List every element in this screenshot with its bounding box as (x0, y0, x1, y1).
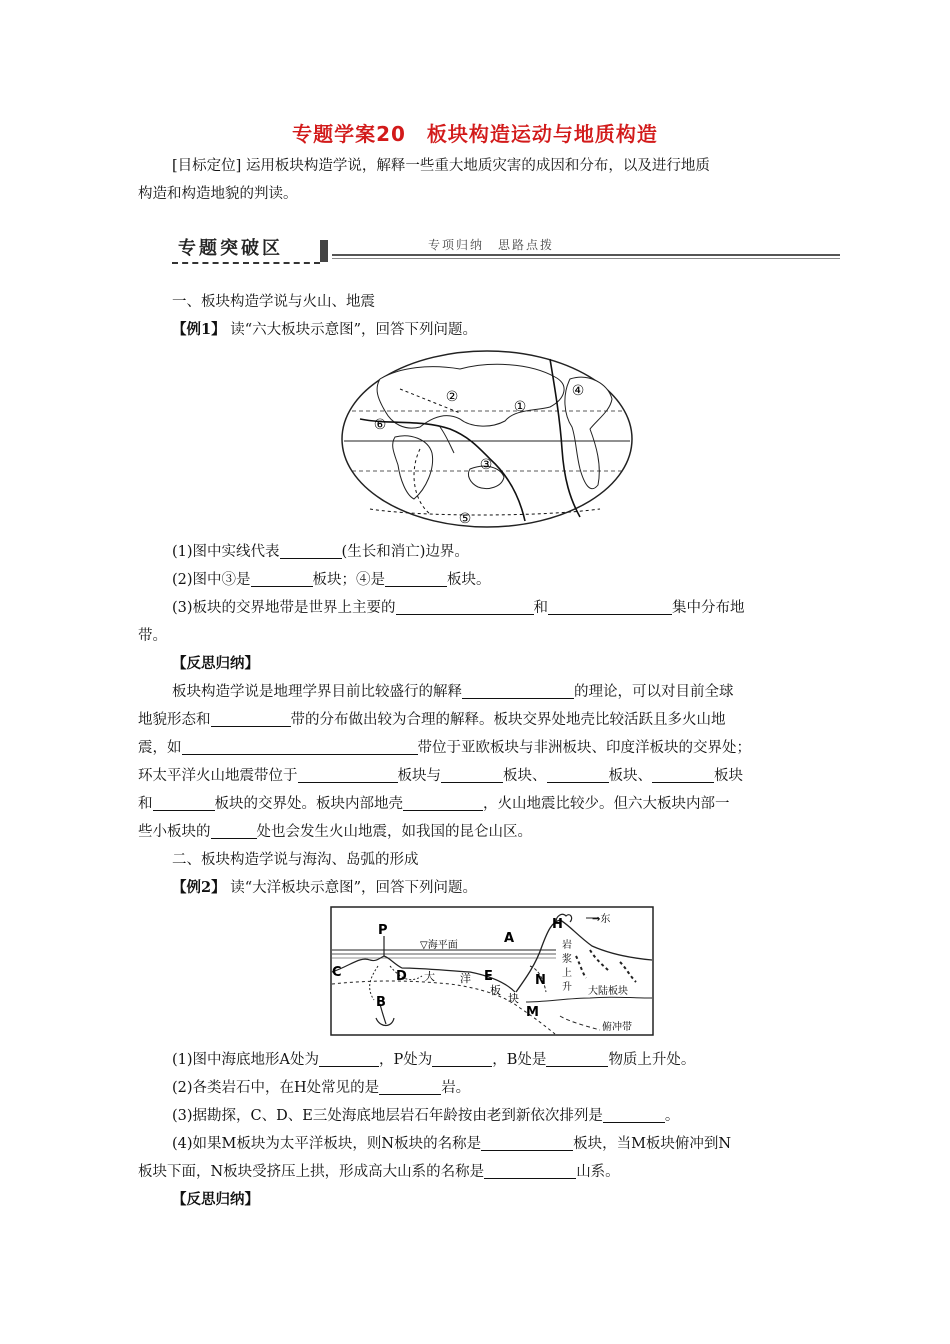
ex1-q3-text3: 集中分布地 (672, 600, 745, 616)
ex1-q1-text2: (生长和消亡)边界。 (341, 544, 469, 560)
ex1-q1-text: (1)图中实线代表 (172, 544, 280, 560)
reflect1-line5 (138, 790, 730, 818)
section2-heading: 二、板块构造学说与海沟、岛弧的形成 (172, 852, 419, 868)
ex2-q4-text3: 板块下面，N板块受挤压上拱，形成高大山系的名称是 (138, 1164, 485, 1180)
goal-line-2: 构造和构造地貌的判读。 (138, 186, 298, 202)
diagram-label-n: N (535, 973, 546, 988)
diagram-label-east: →东 (592, 914, 611, 925)
ex2-q3-text2: 。 (664, 1108, 680, 1124)
r3-text2: 带位于亚欧板块与非洲板块、印度洋板块的交界处； (417, 740, 751, 756)
diagram-ocean-2: 洋 (460, 972, 471, 985)
ex1-q2-text3: 板块。 (447, 572, 491, 588)
diagram-label-e: E (484, 969, 493, 984)
goal-line-1 (172, 152, 710, 180)
r4-blank2[interactable] (441, 765, 503, 783)
band-line (332, 254, 840, 256)
r2-blank[interactable] (211, 709, 291, 727)
example1-label: 【例1】 (172, 321, 226, 338)
example2-prompt: 读“大洋板块示意图”，回答下列问题。 (230, 880, 478, 896)
diagram-label-p: P (378, 923, 388, 938)
r4-text2: 板块与 (397, 768, 441, 784)
r4-text: 环太平洋火山地震带位于 (138, 768, 298, 784)
ex2-q4-blank1[interactable] (481, 1133, 573, 1151)
ex2-q4-blank2[interactable] (484, 1161, 576, 1179)
diagram-ocean-4: 块 (508, 992, 519, 1005)
ex2-q3-text: (3)据勘探，C、D、E三处海底地层岩石年龄按由老到新依次排列是 (172, 1108, 603, 1124)
r4-blank4[interactable] (652, 765, 714, 783)
example1-prompt: 读“六大板块示意图”，回答下列问题。 (230, 322, 478, 338)
map-label-2: ② (445, 389, 459, 405)
ex2-q2-text2: 岩。 (441, 1080, 471, 1096)
r2-text: 地貌形态和 (138, 712, 211, 728)
map-label-3: ③ (479, 457, 493, 473)
diagram-label-h: H (552, 917, 563, 932)
r5-blank2[interactable] (403, 793, 483, 811)
r5-text3: ，火山地震比较少。但六大板块内部一 (483, 796, 730, 812)
r3-text: 震，如 (138, 740, 182, 756)
r6-text2: 处也会发生火山地震，如我国的昆仑山区。 (256, 824, 532, 840)
r2-text2: 带的分布做出较为合理的解释。板块交界处地壳比较活跃且多火山地 (290, 712, 726, 728)
ex2-q1-text: (1)图中海底地形A处为 (172, 1052, 320, 1068)
ex2-q1-text2: ，P处为 (379, 1052, 433, 1068)
ex1-q3-text: (3)板块的交界地带是世界上主要的 (172, 600, 396, 616)
goal-text-1: 运用板块构造学说，解释一些重大地质灾害的成因和分布，以及进行地质 (245, 158, 710, 174)
diagram-label-c: C (332, 965, 342, 980)
r6-text: 些小板块的 (138, 824, 211, 840)
r4-text3: 板块、 (503, 768, 547, 784)
reflect1-line2 (138, 706, 726, 734)
map-label-4: ④ (571, 383, 585, 399)
ex2-q1-blank1[interactable] (319, 1049, 379, 1067)
diagram-magma-1: 岩 (562, 940, 572, 951)
ex2-q4-text2: 板块，当M板块俯冲到N (573, 1136, 732, 1152)
r1-text2: 的理论，可以对目前全球 (574, 684, 734, 700)
reflect1-line4 (138, 762, 743, 790)
map-label-5: ⑤ (458, 511, 472, 527)
ex2-q4 (172, 1130, 731, 1158)
ex1-q3-text2: 和 (533, 600, 549, 616)
reflect1-line1 (172, 678, 734, 706)
map-label-1: ① (513, 399, 527, 415)
r4-text5: 板块 (714, 768, 743, 784)
r1-text: 板块构造学说是地理学界目前比较盛行的解释 (172, 684, 462, 700)
ex2-q1-text3: ，B处是 (492, 1052, 547, 1068)
diagram-magma-3: 上 (562, 968, 572, 979)
example2-line (172, 874, 477, 902)
ex2-q4-text4: 山系。 (576, 1164, 620, 1180)
plates-world-map (340, 349, 635, 529)
section-band (172, 236, 840, 266)
ex1-q2 (172, 566, 491, 594)
diagram-label-m: M (526, 1005, 539, 1020)
ocean-plate-diagram (330, 906, 654, 1036)
page-title: 专题学案20 板块构造运动与地质构造 (292, 122, 658, 146)
example2-label: 【例2】 (172, 879, 226, 896)
diagram-magma-2: 浆 (562, 954, 572, 965)
reflect1-line6 (138, 818, 532, 846)
reflect2-label: 【反思归纳】 (172, 1191, 259, 1208)
ex2-q1 (172, 1046, 695, 1074)
diagram-sea-level: ▽海平面 (420, 940, 458, 951)
ex2-q4-cont (138, 1158, 620, 1186)
ex2-q1-blank3[interactable] (546, 1049, 608, 1067)
ex1-q2-blank2[interactable] (385, 569, 447, 587)
ex1-q1-blank[interactable] (280, 541, 342, 559)
diagram-ocean-1: 大 (424, 970, 435, 983)
diagram-subduction: 俯冲带 (602, 1022, 632, 1033)
band-tag: 专题突破区 (172, 236, 320, 264)
r5-blank1[interactable] (153, 793, 215, 811)
ex2-q3 (172, 1102, 679, 1130)
r3-blank[interactable] (182, 737, 418, 755)
ex2-q1-blank2[interactable] (432, 1049, 492, 1067)
diagram-continent-plate: 大陆板块 (588, 986, 628, 997)
diagram-label-d: D (396, 969, 407, 984)
r4-blank1[interactable] (298, 765, 398, 783)
ex1-q2-text2: 板块；④是 (312, 572, 386, 588)
diagram-label-a: A (504, 931, 515, 946)
ex1-q2-text: (2)图中③是 (172, 572, 251, 588)
ex1-q2-blank1[interactable] (251, 569, 313, 587)
reflect1-line3 (138, 734, 751, 762)
ex2-q2 (172, 1074, 470, 1102)
ex2-q3-blank[interactable] (603, 1105, 665, 1123)
goal-label: [目标定位] (172, 158, 242, 174)
section1-heading: 一、板块构造学说与火山、地震 (172, 294, 375, 310)
band-bar (320, 240, 328, 262)
ex1-q3-blank2[interactable] (548, 597, 672, 615)
r4-blank3[interactable] (547, 765, 609, 783)
r4-text4: 板块、 (608, 768, 652, 784)
r1-blank1[interactable] (462, 681, 574, 699)
band-subtitle: 专项归纳 思路点拨 (428, 238, 555, 252)
ex1-q3-cont: 带。 (138, 628, 167, 644)
diagram-label-b: B (376, 995, 386, 1010)
diagram-ocean-3: 板 (490, 984, 501, 997)
ex2-q4-text: (4)如果M板块为太平洋板块，则N板块的名称是 (172, 1136, 482, 1152)
ex1-q3 (172, 594, 745, 622)
r5-text: 和 (138, 796, 153, 812)
diagram-magma-4: 升 (562, 982, 572, 993)
r6-blank[interactable] (211, 821, 257, 839)
ex1-q3-blank1[interactable] (396, 597, 534, 615)
ex2-q2-blank[interactable] (379, 1077, 441, 1095)
map-label-6: ⑥ (373, 417, 387, 433)
example1-line (172, 316, 477, 344)
reflect1-label: 【反思归纳】 (172, 655, 259, 672)
r5-text2: 板块的交界处。板块内部地壳 (214, 796, 403, 812)
ex1-q1 (172, 538, 469, 566)
ex2-q1-text4: 物质上升处。 (608, 1052, 696, 1068)
ex2-q2-text: (2)各类岩石中，在H处常见的是 (172, 1080, 380, 1096)
band-line-thin (332, 258, 840, 259)
